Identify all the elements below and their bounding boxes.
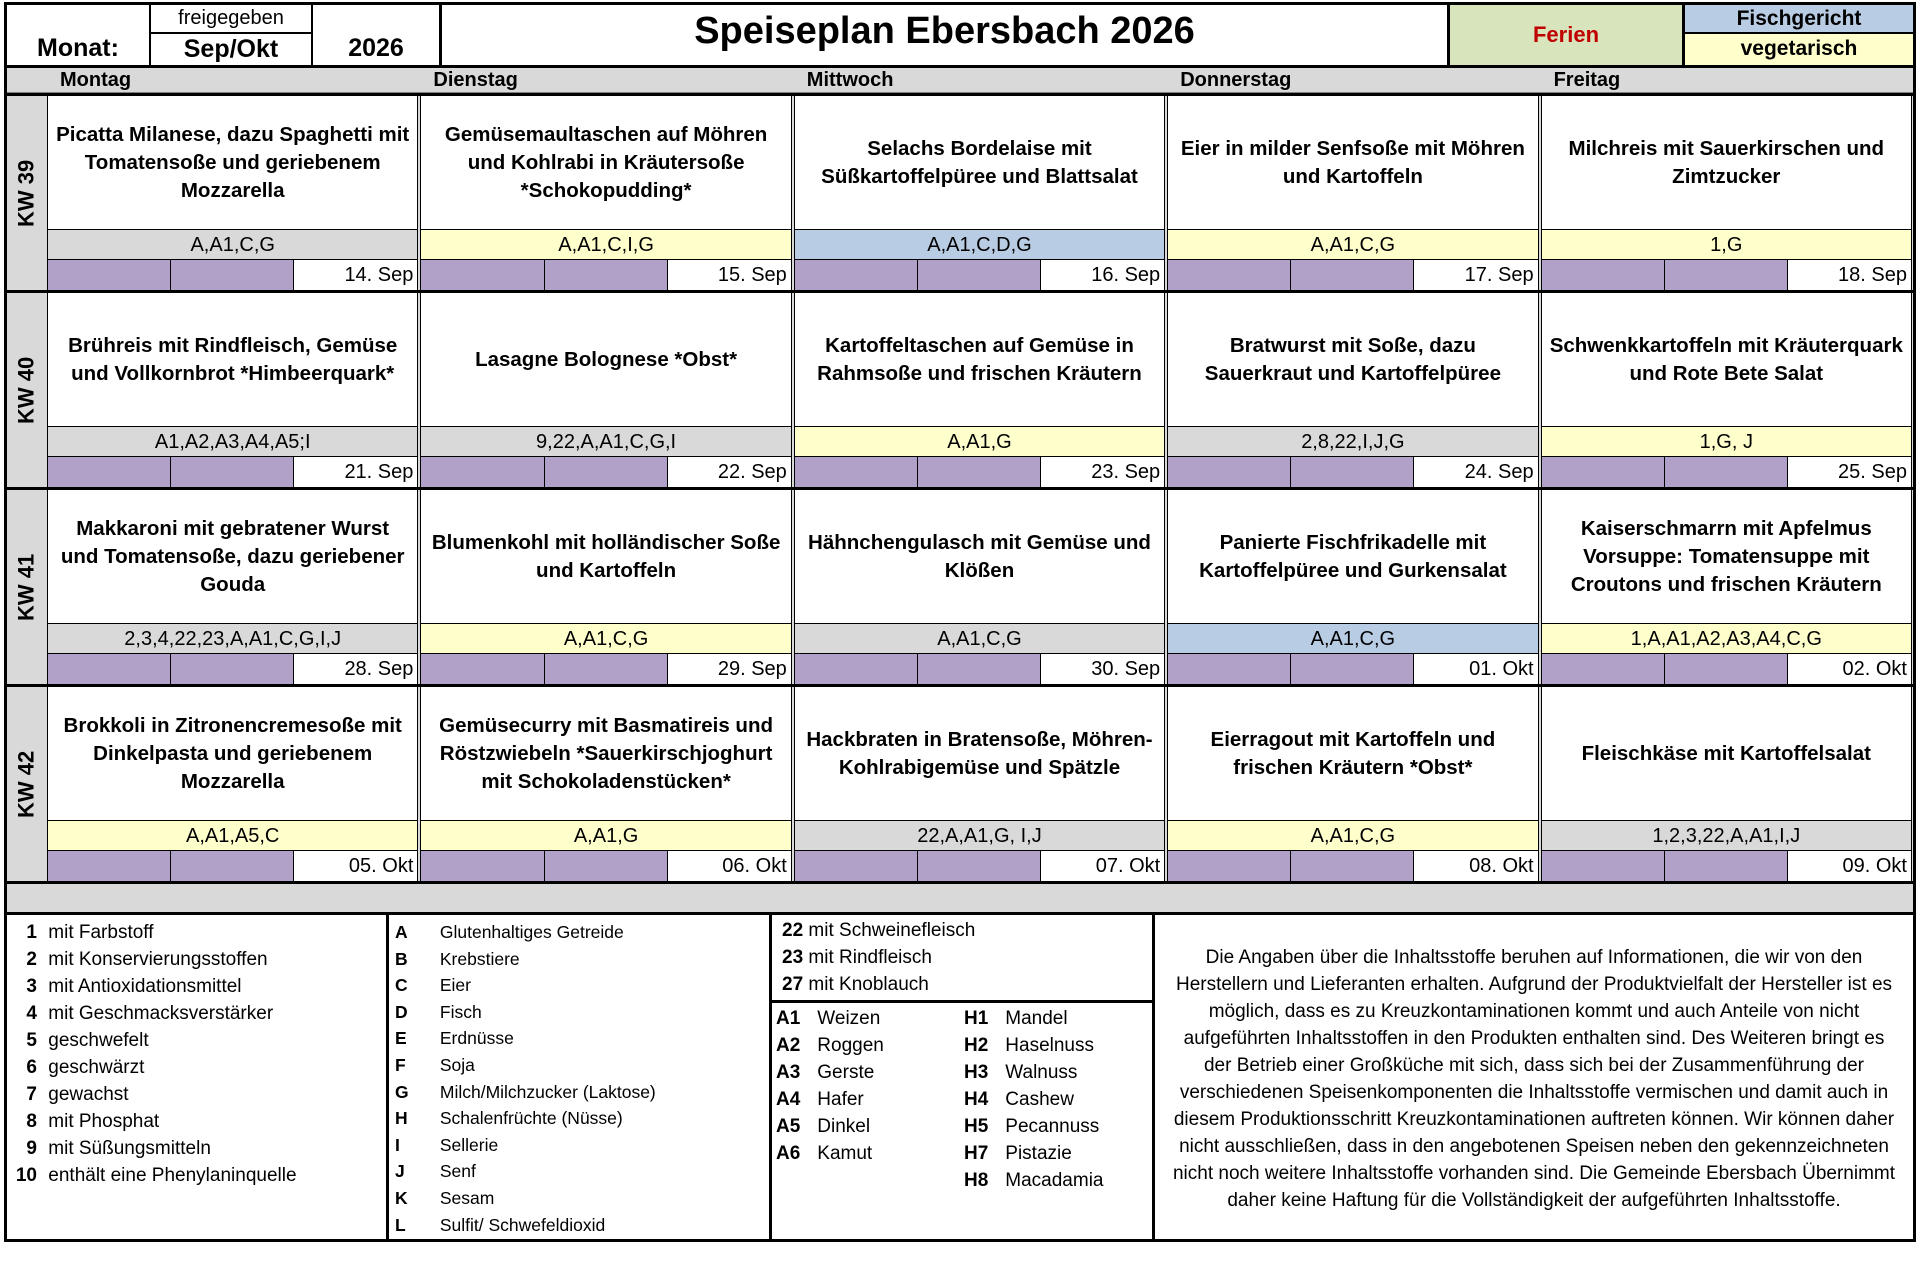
meal-allergens: 1,2,3,22,A,A1,I,J [1541,821,1912,851]
date-bar-segment [48,457,171,487]
date-bar-segment [1168,851,1291,881]
meal-date: 30. Sep [1041,654,1164,684]
week-row [7,487,1913,684]
week-grid [4,65,1916,915]
meal-dish: Eierragout mit Kartoffeln und frischen Kräutern *Obst* [1167,687,1538,821]
meal-cell [1167,490,1538,684]
date-bar-segment [1168,457,1291,487]
meal-date-bar [47,654,418,684]
allergen-item-code: F [395,1054,406,1075]
allergen-item-text: Sellerie [439,1134,499,1155]
nut-item-code: H3 [964,1062,989,1083]
meal-dish: Milchreis mit Sauerkirschen und Zimtzucker [1541,96,1912,230]
meal-cell [47,490,418,684]
released-value: Sep/Okt [183,35,279,63]
date-bar-segment [1665,260,1788,290]
meal-allergens: 1,G [1541,230,1912,260]
nut-item-text: Pecannuss [1005,1116,1100,1137]
additive-item-text: mit Süßungsmitteln [48,1138,211,1159]
additive-item [13,1108,380,1135]
meal-date: 21. Sep [294,457,417,487]
meal-dish: Picatta Milanese, dazu Spaghetti mit Tomatensoße und geriebenem Mozzarella [47,96,418,230]
meal-dish: Eier in milder Senfsoße mit Möhren und Kartoffeln [1167,96,1538,230]
allergen-item-code: H [395,1108,408,1129]
day-header: Donnerstag [1180,69,1292,91]
date-bar-segment [1291,457,1414,487]
allergen-item-text: Fisch [439,1001,482,1022]
week-number: KW 40 [7,293,46,487]
date-bar-segment [545,260,668,290]
nut-item-text: Walnuss [1005,1062,1078,1083]
allergen-item-code: D [395,1001,408,1022]
disclaimer-text: Die Angaben über die Inhaltsstoffe beruhen auf Informationen, die wir von den Herstellern und Lieferanten erhalten. Aufgrund der Produktvielfalt der Hersteller ist es möglich, dass es zu Kreuzkontaminationen kommt und auch Anteile von nicht aufgeführten Inhaltsstoffen in den Produkten enthalten sind. Des Weiteren bringt es der Betrieb einer Großküche mit sich, dass sich bei der Zusammenführung der verschiedenen Speisenkomponenten die Inhaltsstoffe vermischen und damit auch in diesem Produktionsschritt Kreuzkontaminationen auftreten können. Wir können daher nicht ausschließen, dass in den angebotenen Speisen neben den gekennzeichneten nicht noch weitere Inhaltsstoffe vorhanden sind. Die Gemeinde Ebersbach Übernimmt daher keine Haftung für die Vollständigkeit der aufgeführten Inhaltsstoffe. [1172,946,1896,1211]
meat-item [782,917,1142,944]
allergen-item [395,919,763,946]
grain-legend [776,1005,960,1194]
grid-spacer-row [7,881,1913,912]
meal-cell [1541,687,1912,881]
date-bar-segment [421,654,544,684]
meal-date-bar [420,654,791,684]
meat-item [782,944,1142,971]
date-bar-segment [421,457,544,487]
meal-dish: Bratwurst mit Soße, dazu Sauerkraut und Kartoffelpüree [1167,293,1538,427]
nut-item-code: H1 [964,1008,989,1029]
additive-item-text: mit Farbstoff [48,922,154,943]
allergen-item-text: Milch/Milchzucker (Laktose) [439,1081,656,1102]
meal-dish: Fleischkäse mit Kartoffelsalat [1541,687,1912,821]
meal-dish: Brühreis mit Rindfleisch, Gemüse und Vollkornbrot *Himbeerquark* [47,293,418,427]
meal-date: 28. Sep [294,654,417,684]
additive-item-text: mit Antioxidationsmittel [48,976,242,997]
year: 2026 [313,5,442,65]
nut-item [964,1167,1148,1194]
date-bar-segment [918,654,1041,684]
week-row [7,290,1913,487]
allergen-item-text: Sesam [439,1187,495,1208]
additive-item-code: 1 [26,922,37,943]
additive-item-code: 8 [26,1111,37,1132]
meal-date-bar [1167,654,1538,684]
additive-item-code: 4 [26,1003,37,1024]
grain-item [776,1113,960,1140]
allergen-item [395,1132,763,1159]
meal-allergens: A,A1,G [420,821,791,851]
meal-date-bar [47,457,418,487]
additive-item-code: 5 [26,1030,37,1051]
additive-item-code: 7 [26,1084,37,1105]
allergen-item [395,1212,763,1239]
meal-date-bar [47,260,418,290]
allergen-item-text: Krebstiere [439,948,520,969]
meal-date-bar [794,654,1165,684]
grain-item [776,1086,960,1113]
meal-allergens: A1,A2,A3,A4,A5;I [47,427,418,457]
allergen-item-text: Senf [439,1161,476,1182]
week-row [7,684,1913,881]
meal-dish: Hackbraten in Bratensoße, Möhren-Kohlrabigemüse und Spätzle [794,687,1165,821]
week-number: KW 39 [7,96,46,290]
additive-item-code: 10 [15,1165,37,1186]
meal-date-bar [1167,457,1538,487]
disclaimer [1155,915,1913,1242]
allergen-item-text: Sulfit/ Schwefeldioxid [439,1214,606,1235]
day-header: Dienstag [433,69,518,91]
meal-date-bar [794,260,1165,290]
grain-nut-legend [772,1003,1152,1196]
allergen-item [395,1025,763,1052]
date-bar-segment [48,851,171,881]
additive-item [13,973,380,1000]
additive-item [13,919,380,946]
meal-cell [794,687,1165,881]
color-legend [1685,5,1913,65]
meal-allergens: A,A1,C,G [1167,821,1538,851]
nut-item-code: H2 [964,1035,989,1056]
meal-date-bar [1541,260,1912,290]
meal-cell [420,96,791,290]
meal-dish: Kartoffeltaschen auf Gemüse in Rahmsoße und frischen Kräutern [794,293,1165,427]
allergen-item [395,1052,763,1079]
additive-item-text: mit Phosphat [48,1111,160,1132]
released-box [149,5,313,65]
additive-item [13,1081,380,1108]
date-bar-segment [1665,851,1788,881]
nut-item-text: Mandel [1005,1008,1068,1029]
meal-date-bar [794,851,1165,881]
additive-item-code: 2 [26,949,37,970]
date-bar-segment [48,654,171,684]
allergen-item-code: I [395,1134,400,1155]
meal-date: 16. Sep [1041,260,1164,290]
allergen-item-text: Eier [439,975,471,996]
meal-cell [1541,96,1912,290]
meal-allergens: 9,22,A,A1,C,G,I [420,427,791,457]
meal-date-bar [1541,851,1912,881]
nut-item-text: Haselnuss [1005,1035,1094,1056]
meal-date: 17. Sep [1414,260,1537,290]
meal-date: 23. Sep [1041,457,1164,487]
grain-item-text: Hafer [817,1089,864,1110]
date-bar-segment [48,260,171,290]
meal-date-bar [47,851,418,881]
meal-date: 22. Sep [668,457,791,487]
meat-item-text: mit Knoblauch [808,974,929,995]
date-bar-segment [918,260,1041,290]
meal-date-bar [1167,260,1538,290]
meal-date-bar [420,457,791,487]
date-bar-segment [1168,260,1291,290]
additive-item [13,946,380,973]
additive-item [13,1054,380,1081]
grain-item-text: Roggen [817,1035,884,1056]
nut-item-code: H4 [964,1089,989,1110]
meal-date: 02. Okt [1788,654,1911,684]
date-bar-segment [1291,851,1414,881]
week-number: KW 41 [7,490,46,684]
released-label: freigegeben [151,5,311,34]
allergen-item-code: A [395,922,408,942]
nut-item [964,1140,1148,1167]
allergen-item-text: Glutenhaltiges Getreide [439,922,624,942]
allergen-item [395,972,763,999]
meal-allergens: 2,8,22,I,J,G [1167,427,1538,457]
date-bar-segment [545,457,668,487]
meal-allergens: A,A1,C,G [47,230,418,260]
date-bar-segment [918,851,1041,881]
meal-allergens: 22,A,A1,G, I,J [794,821,1165,851]
nut-legend [964,1005,1148,1194]
nut-item [964,1005,1148,1032]
day-header: Freitag [1553,69,1621,91]
meal-dish: Makkaroni mit gebratener Wurst und Tomatensoße, dazu geriebener Gouda [47,490,418,624]
meat-item-text: mit Schweinefleisch [808,920,976,941]
meal-cell [47,293,418,487]
allergen-item [395,1158,763,1185]
date-bar-segment [171,851,294,881]
legend-footer [4,915,1916,1242]
date-bar-segment [795,654,918,684]
meal-allergens: 2,3,4,22,23,A,A1,C,G,I,J [47,624,418,654]
meal-allergens: A,A1,C,G [1167,624,1538,654]
allergen-item [395,946,763,973]
grain-item-code: A1 [776,1008,801,1029]
allergen-item-code: L [395,1214,406,1235]
additive-item [13,1135,380,1162]
date-bar-segment [171,260,294,290]
meal-cell [47,687,418,881]
meal-allergens: A,A1,C,G [1167,230,1538,260]
meal-dish: Gemüsecurry mit Basmatireis und Röstzwiebeln *Sauerkirschjoghurt mit Schokoladenstücken* [420,687,791,821]
meal-date: 05. Okt [294,851,417,881]
menu-page [4,2,1916,1264]
date-bar-segment [1542,457,1665,487]
meal-date: 06. Okt [668,851,791,881]
date-bar-segment [1291,260,1414,290]
allergen-item-text: Erdnüsse [439,1028,514,1049]
meal-allergens: A,A1,C,I,G [420,230,791,260]
grain-item-code: A2 [776,1035,801,1056]
date-bar-segment [795,851,918,881]
meat-item-code: 27 [782,974,804,995]
additive-item-text: mit Konservierungsstoffen [48,949,268,970]
meal-cell [420,687,791,881]
meal-date-bar [794,457,1165,487]
meal-cell [47,96,418,290]
meal-dish: Lasagne Bolognese *Obst* [420,293,791,427]
meal-date: 25. Sep [1788,457,1911,487]
nut-item-code: H8 [964,1170,989,1191]
additive-item [13,1027,380,1054]
nut-item [964,1113,1148,1140]
meal-allergens: A,A1,G [794,427,1165,457]
date-bar-segment [1542,260,1665,290]
nut-item-text: Macadamia [1005,1170,1104,1191]
allergen-item [395,1079,763,1106]
meal-date: 07. Okt [1041,851,1164,881]
header [4,2,1916,65]
meat-item-code: 23 [782,947,804,968]
additive-item-text: enthält eine Phenylaninquelle [48,1165,297,1186]
date-bar-segment [171,457,294,487]
nut-item [964,1059,1148,1086]
date-bar-segment [1291,654,1414,684]
meal-cell [794,293,1165,487]
day-header: Mittwoch [806,69,894,91]
date-bar-segment [171,654,294,684]
meal-cell [420,293,791,487]
holiday-legend: Ferien [1450,5,1685,65]
meat-item-code: 22 [782,920,804,941]
meat-legend [772,915,1152,1003]
nut-item-code: H7 [964,1143,989,1164]
date-bar-segment [1665,457,1788,487]
meal-dish: Kaiserschmarrn mit Apfelmus Vorsuppe: Tomatensuppe mit Croutons und frischen Kräutern [1541,490,1912,624]
month-label: Monat: [37,34,119,62]
meal-date: 08. Okt [1414,851,1537,881]
grain-item [776,1032,960,1059]
page-title: Speiseplan Ebersbach 2026 [442,5,1450,65]
meal-allergens: A,A1,C,D,G [794,230,1165,260]
fish-legend: Fischgericht [1685,5,1913,34]
allergen-item-code: C [395,975,408,996]
additive-item-text: gewachst [48,1084,129,1105]
meal-date: 09. Okt [1788,851,1911,881]
nut-item-code: H5 [964,1116,989,1137]
allergen-item-code: B [395,948,408,969]
grain-item-code: A5 [776,1116,801,1137]
meal-dish: Brokkoli in Zitronencremesoße mit Dinkelpasta und geriebenem Mozzarella [47,687,418,821]
vegetarian-legend: vegetarisch [1685,34,1913,65]
meal-date: 01. Okt [1414,654,1537,684]
grain-item-code: A4 [776,1089,801,1110]
allergen-item-text: Soja [439,1054,475,1075]
date-bar-segment [421,260,544,290]
allergen-item [395,1185,763,1212]
meat-item [782,971,1142,998]
meal-cell [420,490,791,684]
allergen-item [395,999,763,1026]
meal-date-bar [1541,654,1912,684]
allergen-item-code: E [395,1028,407,1049]
date-bar-segment [795,457,918,487]
grain-item [776,1005,960,1032]
meal-cell [1167,687,1538,881]
grain-item-text: Gerste [817,1062,875,1083]
meal-cell [1167,96,1538,290]
meal-cell [794,490,1165,684]
date-bar-segment [421,851,544,881]
grain-item [776,1059,960,1086]
meal-date: 24. Sep [1414,457,1537,487]
meal-date: 14. Sep [294,260,417,290]
date-bar-segment [1168,654,1291,684]
grain-item-text: Weizen [817,1008,881,1029]
allergen-item-code: G [395,1081,409,1102]
meal-dish: Hähnchengulasch mit Gemüse und Klößen [794,490,1165,624]
meal-allergens: 1,G, J [1541,427,1912,457]
grain-item-code: A3 [776,1062,801,1083]
meal-allergens: A,A1,C,G [420,624,791,654]
detail-legend [772,915,1155,1242]
nut-item-text: Pistazie [1005,1143,1072,1164]
allergen-item [395,1105,763,1132]
meal-dish: Schwenkkartoffeln mit Kräuterquark und Rote Bete Salat [1541,293,1912,427]
day-header: Montag [60,69,132,91]
meal-date-bar [1167,851,1538,881]
date-bar-segment [795,260,918,290]
date-bar-segment [1665,654,1788,684]
additive-item-code: 3 [26,976,37,997]
grain-item-text: Kamut [817,1143,873,1164]
date-bar-segment [1542,654,1665,684]
additive-item-text: mit Geschmacksverstärker [48,1003,274,1024]
date-bar-segment [545,851,668,881]
allergen-item-code: K [395,1187,408,1208]
meal-dish: Selachs Bordelaise mit Süßkartoffelpüree und Blattsalat [794,96,1165,230]
allergen-legend [389,915,772,1242]
meal-allergens: A,A1,C,G [794,624,1165,654]
date-bar-segment [545,654,668,684]
additive-item-text: geschwärzt [48,1057,145,1078]
meal-date-bar [420,260,791,290]
additive-item-code: 6 [26,1057,37,1078]
meal-cell [1541,490,1912,684]
week-row [7,93,1913,290]
meal-dish: Panierte Fischfrikadelle mit Kartoffelpüree und Gurkensalat [1167,490,1538,624]
additive-item-text: geschwefelt [48,1030,149,1051]
meal-date-bar [420,851,791,881]
nut-item-text: Cashew [1005,1089,1074,1110]
meal-dish: Gemüsemaultaschen auf Möhren und Kohlrabi in Kräutersoße *Schokopudding* [420,96,791,230]
allergen-item-code: J [395,1161,405,1182]
day-header-row [7,68,1913,93]
meal-cell [1167,293,1538,487]
meal-date-bar [1541,457,1912,487]
meal-cell [794,96,1165,290]
date-bar-segment [918,457,1041,487]
meat-item-text: mit Rindfleisch [808,947,932,968]
additive-item [13,1000,380,1027]
nut-item [964,1086,1148,1113]
grain-item-code: A6 [776,1143,801,1164]
meal-date: 29. Sep [668,654,791,684]
additives-legend [7,915,389,1242]
additive-item-code: 9 [26,1138,37,1159]
grain-item [776,1140,960,1167]
meal-allergens: 1,A,A1,A2,A3,A4,C,G [1541,624,1912,654]
nut-item [964,1032,1148,1059]
meal-date: 18. Sep [1788,260,1911,290]
grain-item-text: Dinkel [817,1116,871,1137]
meal-dish: Blumenkohl mit holländischer Soße und Kartoffeln [420,490,791,624]
meal-cell [1541,293,1912,487]
week-number: KW 42 [7,687,46,881]
meal-allergens: A,A1,A5,C [47,821,418,851]
additive-item [13,1162,380,1189]
date-bar-segment [1542,851,1665,881]
meal-date: 15. Sep [668,260,791,290]
allergen-item-text: Schalenfrüchte (Nüsse) [439,1108,623,1129]
